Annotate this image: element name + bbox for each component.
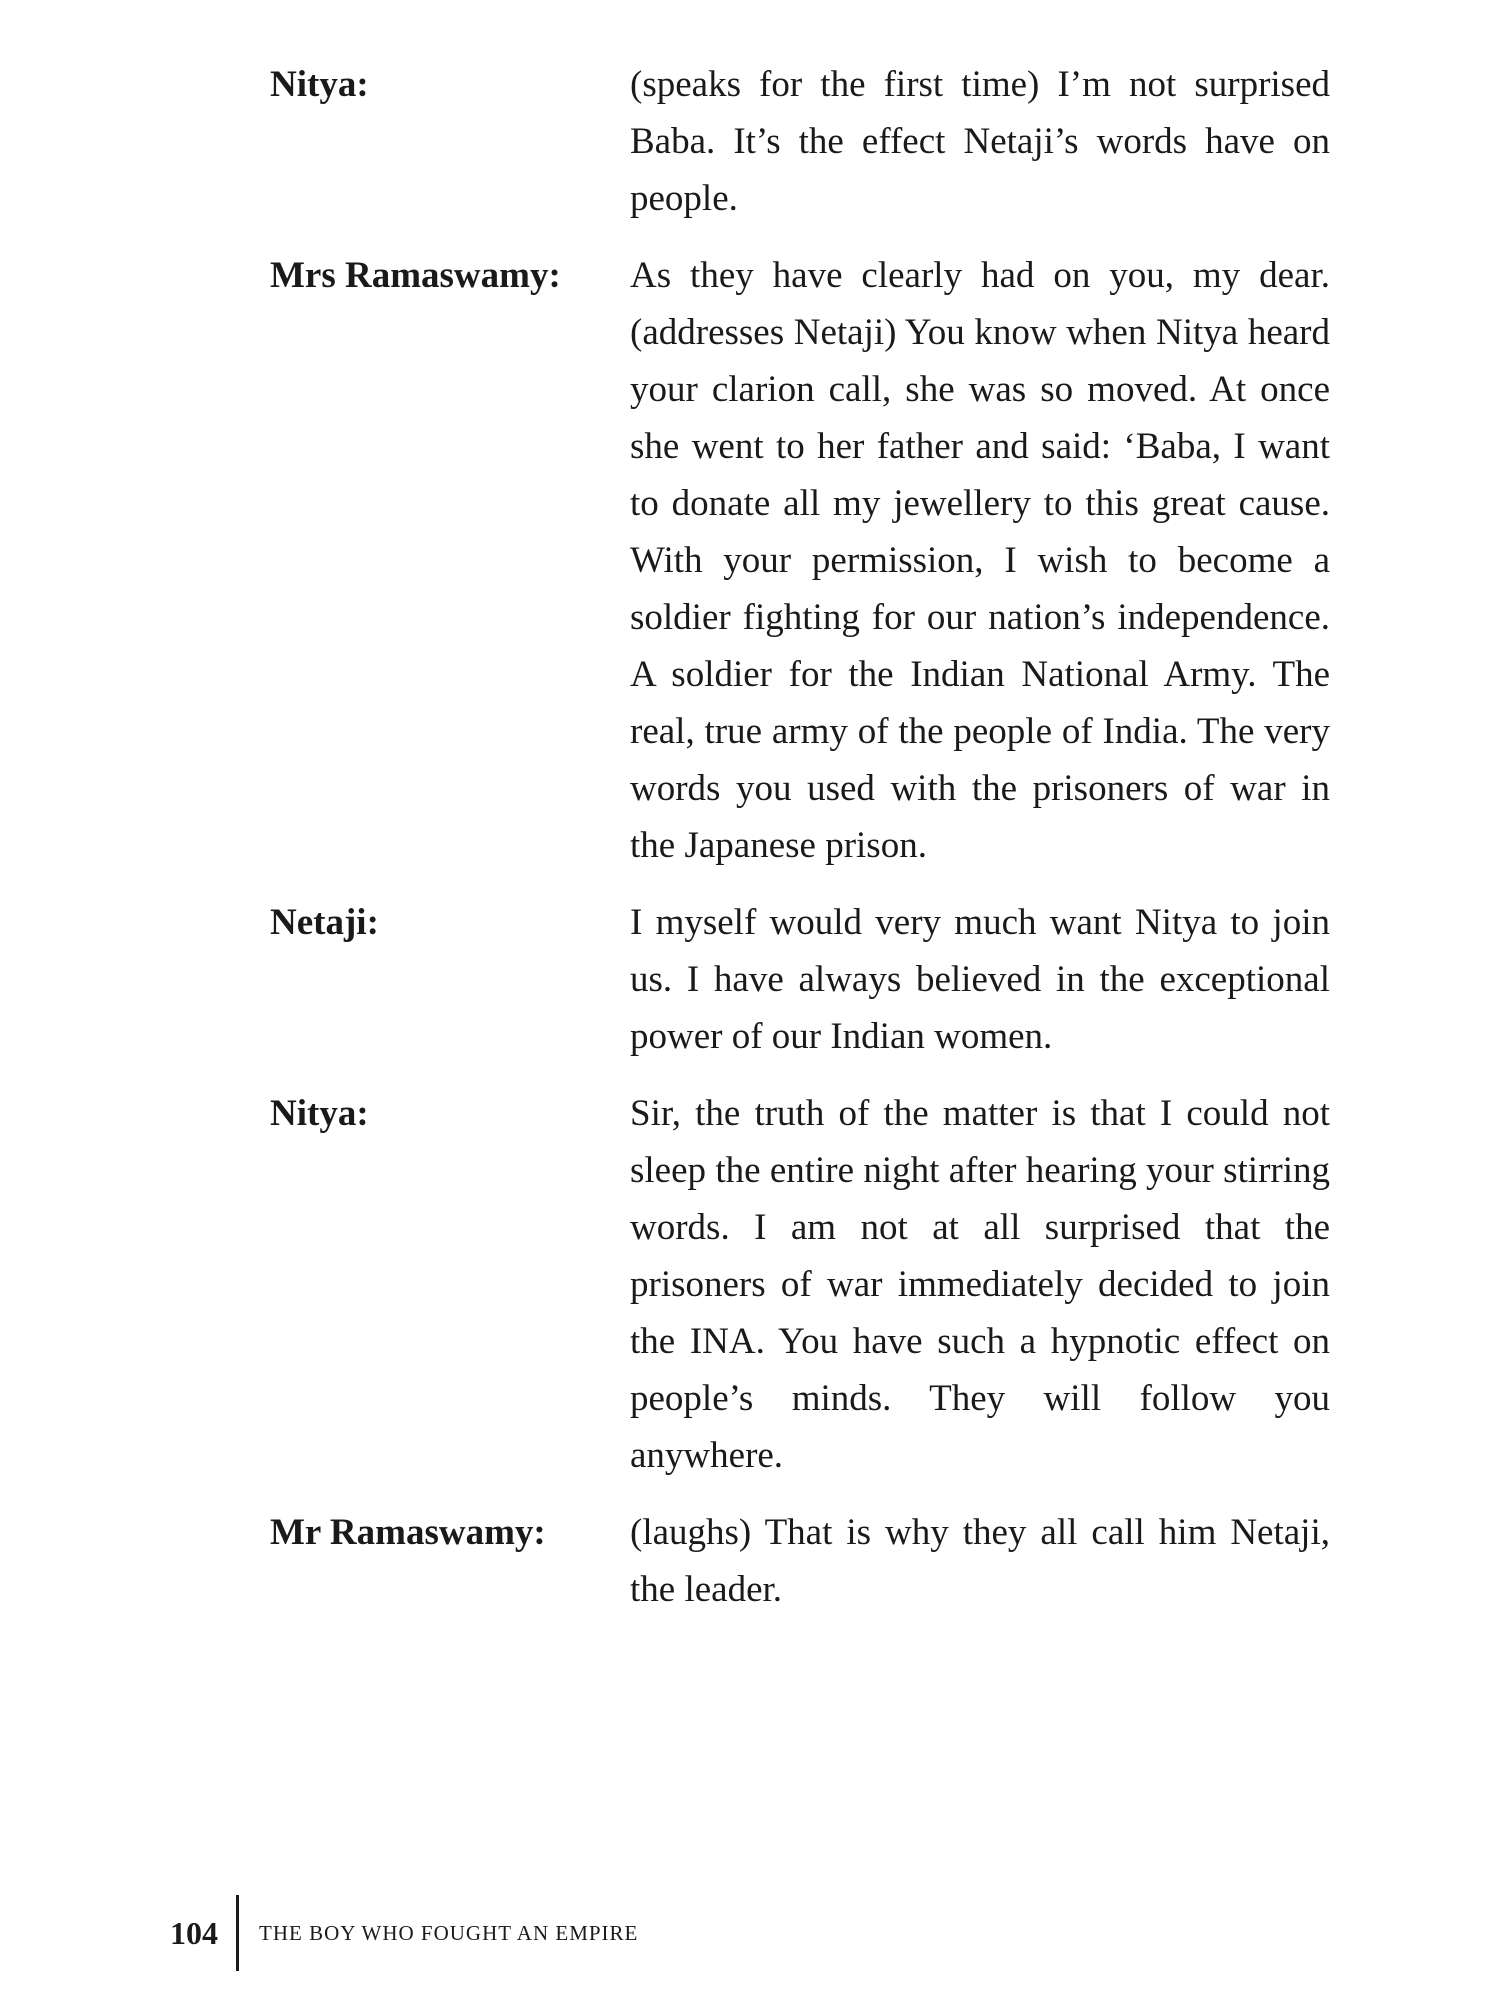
dialogue-line: Sir, the truth of the matter is that I could not sleep the entire night after hearing your stirring words. I am not at all surprised that the prisoners of war immediately decided to join the INA. You have such a hypnotic effect on people’s minds. They will follow you anywhere. bbox=[630, 1093, 1330, 1476]
speaker-name: Nitya: bbox=[270, 1093, 369, 1134]
speaker-name: Mrs Ramaswamy: bbox=[270, 255, 561, 296]
dialogue-entry bbox=[270, 1504, 1330, 1618]
speaker-name: Mr Ramaswamy: bbox=[270, 1512, 546, 1553]
dialogue-entry bbox=[270, 247, 1330, 874]
footer-divider bbox=[236, 1895, 239, 1971]
dialogue-line: (laughs) That is why they all call him Netaji, the leader. bbox=[630, 1512, 1330, 1610]
dialogue-entry bbox=[270, 1085, 1330, 1484]
dialogue-entry bbox=[270, 56, 1330, 227]
speaker-name: Netaji: bbox=[270, 902, 379, 943]
speaker-name: Nitya: bbox=[270, 64, 369, 105]
script-dialogue bbox=[270, 56, 1330, 1618]
running-title: THE BOY WHO FOUGHT AN EMPIRE bbox=[259, 1920, 639, 1945]
page-footer bbox=[170, 1895, 638, 1971]
dialogue-line: As they have clearly had on you, my dear. (addresses Netaji) You know when Nitya heard your clarion call, she was so moved. At once she went to her father and said: ‘Baba, I want to donate all my jewellery to this great cause. With your permission, I wish to become a soldier fighting for our nation’s independence. A soldier for the Indian National Army. The real, true army of the people of India. The very words you used with the prisoners of war in the Japanese prison. bbox=[630, 255, 1330, 866]
dialogue-entry bbox=[270, 894, 1330, 1065]
dialogue-line: (speaks for the first time) I’m not surprised Baba. It’s the effect Netaji’s words have on people. bbox=[630, 64, 1330, 219]
dialogue-line: I myself would very much want Nitya to join us. I have always believed in the exceptional power of our Indian women. bbox=[630, 902, 1330, 1057]
page-number: 104 bbox=[170, 1914, 218, 1951]
